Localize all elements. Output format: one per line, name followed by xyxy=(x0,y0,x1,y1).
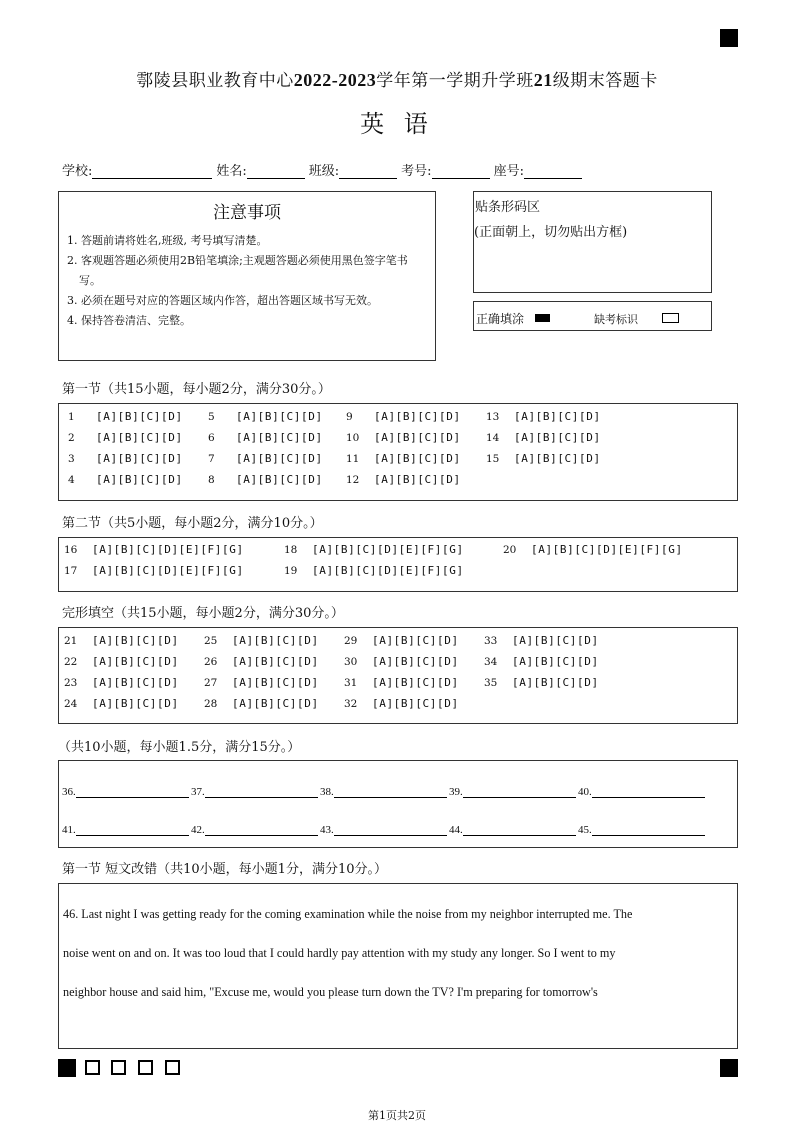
fill-line[interactable] xyxy=(205,823,318,836)
question-item xyxy=(503,543,683,556)
answer-bubbles[interactable]: [A][B][C][D] xyxy=(374,410,461,423)
fill-item[interactable] xyxy=(578,823,707,836)
question-item xyxy=(486,431,601,444)
question-number: 24 xyxy=(64,697,78,710)
section5-label: 第一节 短文改错（共10小题，每小题1分，满分10分。） xyxy=(62,862,387,877)
notice-list xyxy=(67,231,429,331)
absent-mark-label: 缺考标识 xyxy=(594,313,638,326)
section2-label: 第二节（共5小题，每小题2分，满分10分。） xyxy=(62,516,323,531)
question-number: 10 xyxy=(346,431,360,444)
question-item xyxy=(284,564,464,577)
fill-line[interactable] xyxy=(76,823,189,836)
question-item xyxy=(484,634,599,647)
student-info-row xyxy=(62,160,586,179)
fill-item[interactable] xyxy=(320,785,449,798)
answer-bubbles[interactable]: [A][B][C][D] xyxy=(514,452,601,465)
question-item xyxy=(64,676,179,689)
fill-item[interactable] xyxy=(191,785,320,798)
question-item xyxy=(344,697,459,710)
question-number: 8 xyxy=(208,473,215,486)
question-item xyxy=(64,564,244,577)
question-item xyxy=(64,634,179,647)
section1-label: 第一节（共15小题，每小题2分，满分30分。） xyxy=(62,382,331,397)
question-item xyxy=(486,410,601,423)
title-mid: 学年第一学期升学班 xyxy=(376,71,534,91)
question-number: 25 xyxy=(204,634,218,647)
question-number: 11 xyxy=(346,452,360,465)
question-item xyxy=(64,543,244,556)
exam-no-label: 考号: xyxy=(401,164,432,179)
question-number: 4 xyxy=(68,473,75,486)
barcode-title: 贴条形码区 xyxy=(475,200,541,215)
class-field[interactable] xyxy=(339,164,397,179)
fill-line[interactable] xyxy=(463,785,576,798)
question-number: 32 xyxy=(344,697,358,710)
fill-line[interactable] xyxy=(592,823,705,836)
fill-item[interactable] xyxy=(320,823,449,836)
answer-bubbles[interactable]: [A][B][C][D] xyxy=(96,452,183,465)
question-number: 21 xyxy=(64,634,78,647)
answer-bubbles[interactable]: [A][B][C][D] xyxy=(232,697,319,710)
page-code-box-1 xyxy=(85,1060,100,1075)
fill-num: 45. xyxy=(578,824,592,836)
question-item xyxy=(64,697,179,710)
question-number: 26 xyxy=(204,655,218,668)
answer-bubbles[interactable]: [A][B][C][D][E][F][G] xyxy=(531,543,683,556)
fill-num: 39. xyxy=(449,786,463,798)
name-field[interactable] xyxy=(247,164,305,179)
essay-box[interactable] xyxy=(58,883,738,1049)
question-number: 34 xyxy=(484,655,498,668)
fill-item[interactable] xyxy=(578,785,707,798)
seat-no-label: 座号: xyxy=(493,164,524,179)
question-item xyxy=(68,473,183,486)
answer-bubbles[interactable]: [A][B][C][D] xyxy=(232,655,319,668)
page-footer: 第1页共2页 xyxy=(368,1109,426,1122)
question-item xyxy=(346,452,461,465)
answer-bubbles[interactable]: [A][B][C][D] xyxy=(92,634,179,647)
question-item xyxy=(68,452,183,465)
question-item xyxy=(346,410,461,423)
question-number: 19 xyxy=(284,564,298,577)
question-number: 27 xyxy=(204,676,218,689)
question-number: 28 xyxy=(204,697,218,710)
question-number: 14 xyxy=(486,431,500,444)
class-label: 班级: xyxy=(308,164,340,179)
question-number: 2 xyxy=(68,431,75,444)
fill-line[interactable] xyxy=(334,785,447,798)
notice-item: 3. 必须在题号对应的答题区域内作答，超出答题区域书写无效。 xyxy=(67,294,378,307)
title-years: 2022-2023 xyxy=(293,70,377,90)
question-number: 23 xyxy=(64,676,78,689)
question-item xyxy=(344,655,459,668)
question-item xyxy=(484,655,599,668)
registration-mark-bottom-right xyxy=(720,1059,738,1077)
fill-row-2 xyxy=(62,823,707,836)
question-number: 22 xyxy=(64,655,78,668)
fill-item[interactable] xyxy=(62,785,191,798)
answer-bubbles[interactable]: [A][B][C][D] xyxy=(512,655,599,668)
question-item xyxy=(344,634,459,647)
fill-line[interactable] xyxy=(463,823,576,836)
question-item xyxy=(486,452,601,465)
question-item xyxy=(208,410,323,423)
answer-bubbles[interactable]: [A][B][C][D] xyxy=(236,431,323,444)
question-item xyxy=(204,634,319,647)
fill-line[interactable] xyxy=(592,785,705,798)
question-number: 5 xyxy=(208,410,215,423)
question-item xyxy=(344,676,459,689)
fill-num: 38. xyxy=(320,786,334,798)
answer-bubbles[interactable]: [A][B][C][D] xyxy=(232,634,319,647)
answer-bubbles[interactable]: [A][B][C][D] xyxy=(372,697,459,710)
essay-line: neighbor house and said him, "Excuse me, would you please turn down the TV? I'm preparing for tomorrow's xyxy=(63,985,598,999)
barcode-hint: (正面朝上，切勿贴出方框) xyxy=(474,225,628,240)
page-code-box-4 xyxy=(165,1060,180,1075)
absent-mark-box[interactable] xyxy=(662,313,679,323)
fill-item[interactable] xyxy=(449,785,578,798)
notice-item: 4. 保持答卷清洁、完整。 xyxy=(67,314,191,327)
answer-bubbles[interactable]: [A][B][C][D] xyxy=(514,431,601,444)
question-number: 15 xyxy=(486,452,500,465)
notice-title: 注意事项 xyxy=(213,203,281,223)
title-grade: 21 xyxy=(533,70,553,90)
question-number: 6 xyxy=(208,431,215,444)
notice-box xyxy=(58,191,436,361)
question-item xyxy=(68,431,183,444)
page-code-box-2 xyxy=(111,1060,126,1075)
answer-bubbles[interactable]: [A][B][C][D] xyxy=(372,634,459,647)
fill-row-1 xyxy=(62,785,707,798)
answer-bubbles[interactable]: [A][B][C][D] xyxy=(512,634,599,647)
fill-sample-box xyxy=(473,301,712,331)
question-number: 33 xyxy=(484,634,498,647)
fill-item[interactable] xyxy=(191,823,320,836)
fill-item[interactable] xyxy=(449,823,578,836)
seat-no-field[interactable] xyxy=(524,164,582,179)
page-code-box-3 xyxy=(138,1060,153,1075)
title-prefix: 鄠陵县职业教育中心 xyxy=(136,71,294,91)
question-number: 1 xyxy=(68,410,75,423)
question-item xyxy=(346,431,461,444)
answer-bubbles[interactable]: [A][B][C][D] xyxy=(374,473,461,486)
question-item xyxy=(484,676,599,689)
essay-line: 46. Last night I was getting ready for the coming examination while the noise from my neighbor interrupted me. The xyxy=(63,907,633,921)
question-number: 16 xyxy=(64,543,78,556)
question-number: 12 xyxy=(346,473,360,486)
question-number: 3 xyxy=(68,452,75,465)
notice-item: 1. 答题前请将姓名,班级, 考号填写清楚。 xyxy=(67,234,268,247)
fill-line[interactable] xyxy=(334,823,447,836)
school-label: 学校: xyxy=(62,164,93,179)
fill-line[interactable] xyxy=(205,785,318,798)
question-item xyxy=(204,697,319,710)
question-number: 13 xyxy=(486,410,500,423)
answer-bubbles[interactable]: [A][B][C][D] xyxy=(92,655,179,668)
fill-num: 41. xyxy=(62,824,76,836)
question-number: 31 xyxy=(344,676,358,689)
section3-label: 完形填空（共15小题，每小题2分，满分30分。） xyxy=(62,606,344,621)
essay-line: noise went on and on. It was too loud that I could hardly pay attention with my study any longer. So I went to my xyxy=(63,946,616,960)
question-number: 17 xyxy=(64,564,78,577)
question-number: 29 xyxy=(344,634,358,647)
title-suffix: 级期末答题卡 xyxy=(552,71,658,91)
fill-num: 42. xyxy=(191,824,205,836)
answer-bubbles[interactable]: [A][B][C][D] xyxy=(92,676,179,689)
answer-bubbles[interactable]: [A][B][C][D] xyxy=(236,410,323,423)
answer-bubbles[interactable]: [A][B][C][D] xyxy=(232,676,319,689)
answer-bubbles[interactable]: [A][B][C][D] xyxy=(374,452,461,465)
answer-bubbles[interactable]: [A][B][C][D] xyxy=(236,452,323,465)
question-item xyxy=(68,410,183,423)
barcode-area xyxy=(473,191,712,293)
answer-bubbles[interactable]: [A][B][C][D][E][F][G] xyxy=(92,564,244,577)
school-field[interactable] xyxy=(92,164,212,179)
question-item xyxy=(208,452,323,465)
subject-title: 英 语 xyxy=(360,110,434,138)
answer-bubbles[interactable]: [A][B][C][D] xyxy=(374,431,461,444)
answer-bubbles[interactable]: [A][B][C][D] xyxy=(236,473,323,486)
question-number: 9 xyxy=(346,410,353,423)
fill-num: 43. xyxy=(320,824,334,836)
question-number: 20 xyxy=(503,543,517,556)
question-item xyxy=(204,676,319,689)
fill-num: 37. xyxy=(191,786,205,798)
question-item xyxy=(208,473,323,486)
answer-bubbles[interactable]: [A][B][C][D] xyxy=(512,676,599,689)
question-item xyxy=(204,655,319,668)
answer-bubbles[interactable]: [A][B][C][D] xyxy=(92,697,179,710)
answer-bubbles[interactable]: [A][B][C][D][E][F][G] xyxy=(92,543,244,556)
correct-fill-sample xyxy=(535,314,550,322)
exam-no-field[interactable] xyxy=(432,164,490,179)
question-number: 35 xyxy=(484,676,498,689)
answer-bubbles[interactable]: [A][B][C][D] xyxy=(372,655,459,668)
question-item xyxy=(346,473,461,486)
answer-bubbles[interactable]: [A][B][C][D] xyxy=(96,431,183,444)
fill-item[interactable] xyxy=(62,823,191,836)
question-item xyxy=(208,431,323,444)
answer-bubbles[interactable]: [A][B][C][D][E][F][G] xyxy=(312,564,464,577)
question-item xyxy=(64,655,179,668)
name-label: 姓名: xyxy=(216,164,247,179)
correct-fill-label: 正确填涂 xyxy=(476,312,525,326)
fill-num: 44. xyxy=(449,824,463,836)
registration-mark-bottom-left xyxy=(58,1059,76,1077)
question-number: 18 xyxy=(284,543,298,556)
answer-bubbles[interactable]: [A][B][C][D] xyxy=(514,410,601,423)
section4-label: （共10小题，每小题1.5分，满分15分。） xyxy=(58,740,301,755)
registration-mark-top-right xyxy=(720,29,738,47)
answer-bubbles[interactable]: [A][B][C][D][E][F][G] xyxy=(312,543,464,556)
answer-bubbles[interactable]: [A][B][C][D] xyxy=(372,676,459,689)
fill-num: 40. xyxy=(578,786,592,798)
fill-line[interactable] xyxy=(76,785,189,798)
answer-bubbles[interactable]: [A][B][C][D] xyxy=(96,410,183,423)
answer-sheet-title xyxy=(0,66,794,91)
fill-num: 36. xyxy=(62,786,76,798)
question-number: 30 xyxy=(344,655,358,668)
notice-item: 2. 客观题答题必须使用2B铅笔填涂;主观题答题必须使用黑色签字笔书写。 xyxy=(67,254,408,287)
question-item xyxy=(284,543,464,556)
question-number: 7 xyxy=(208,452,215,465)
answer-bubbles[interactable]: [A][B][C][D] xyxy=(96,473,183,486)
